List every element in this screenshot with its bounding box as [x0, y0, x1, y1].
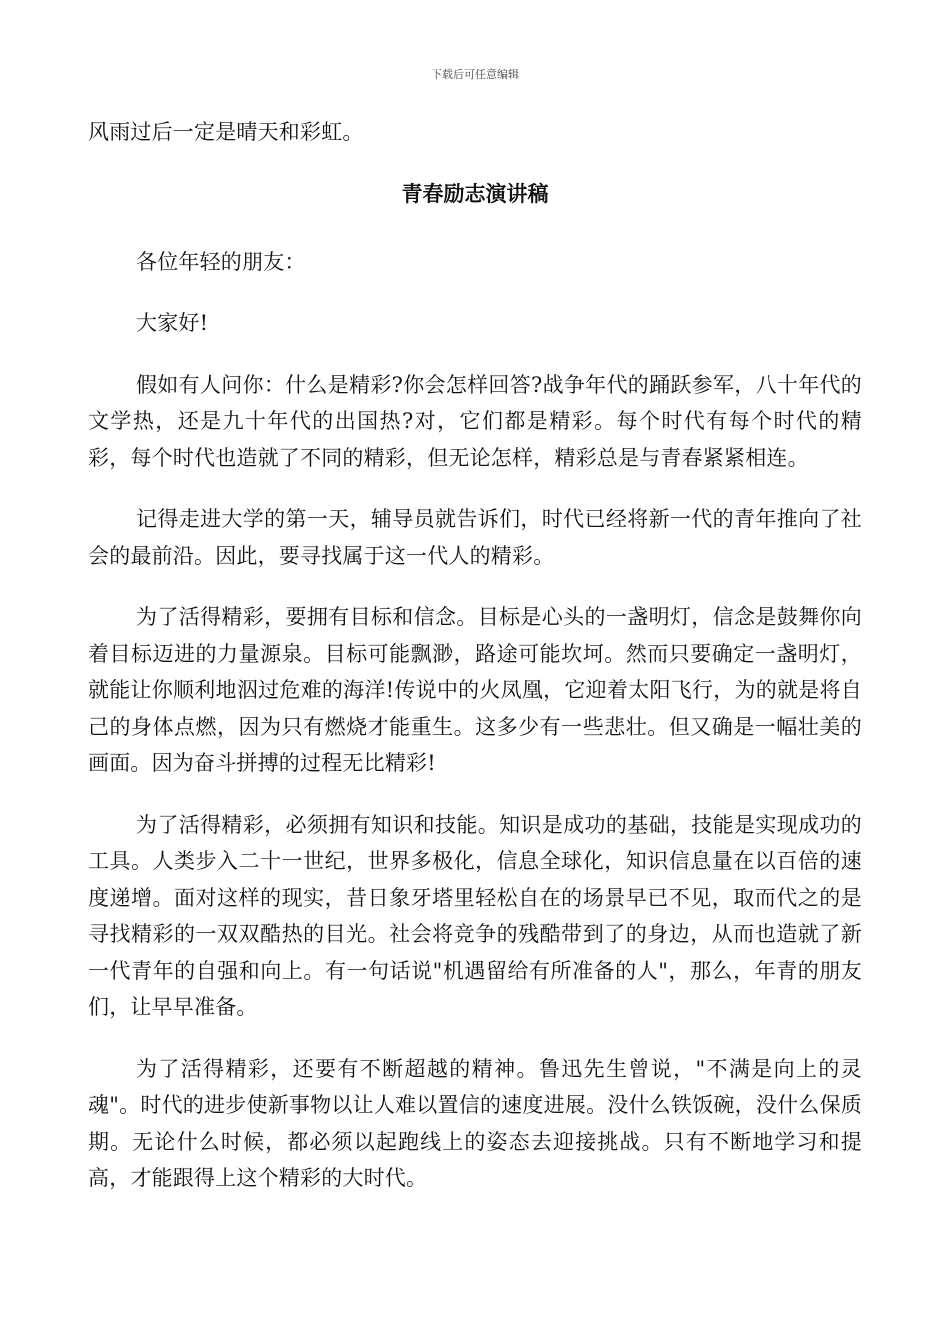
- paragraph: 为了活得精彩，还要有不断超越的精神。鲁迅先生曾说，"不满是向上的灵魂"。时代的进步使新事物以让人难以置信的速度进展。没什么铁饭碗，没什么保质期。无论什么时候，都必须以起跑线上的姿态去迎接挑战。只有不断地学习和提高，才能跟得上这个精彩的大时代。: [88, 1056, 862, 1190]
- paragraph: 假如有人问你：什么是精彩?你会怎样回答?战争年代的踊跃参军，八十年代的文学热，还是九十年代的出国热?对，它们都是精彩。每个时代有每个时代的精彩，每个时代也造就了不同的精彩，但无论怎样，精彩总是与青春紧紧相连。: [88, 372, 862, 470]
- page-header: 下载后可任意编辑: [431, 68, 519, 81]
- paragraph: 为了活得精彩，要拥有目标和信念。目标是心头的一盏明灯，信念是鼓舞你向着目标迈进的力量源泉。目标可能飘渺，路途可能坎坷。然而只要确定一盏明灯，就能让你顺利地泅过危难的海洋!传说中的火凤凰，它迎着太阳飞行，为的就是将自己的身体点燃，因为只有燃烧才能重生。这多少有一些悲壮。但又确是一幅壮美的画面。因为奋斗拼搏的过程无比精彩!: [88, 605, 862, 775]
- paragraph: 为了活得精彩，必须拥有知识和技能。知识是成功的基础，技能是实现成功的工具。人类步入二十一世纪，世界多极化，信息全球化，知识信息量在以百倍的速度递增。面对这样的现实，昔日象牙塔里轻松自在的场景早已不见，取而代之的是寻找精彩的一双双酷热的目光。社会将竞争的残酷带到了的身边，从而也造就了新一代青年的自强和向上。有一句话说"机遇留给有所准备的人"，那么，年青的朋友们，让早早准备。: [88, 812, 862, 1019]
- salutation: 大家好!: [136, 311, 209, 335]
- greeting: 各位年轻的朋友：: [136, 249, 306, 274]
- lead-line: 风雨过后一定是晴天和彩虹。: [88, 120, 364, 144]
- document-body: [88, 114, 862, 1222]
- document-title: 青春励志演讲稿: [401, 181, 549, 206]
- paragraph: 记得走进大学的第一天，辅导员就告诉们，时代已经将新一代的青年推向了社会的最前沿。因此，要寻找属于这一代人的精彩。: [88, 507, 862, 568]
